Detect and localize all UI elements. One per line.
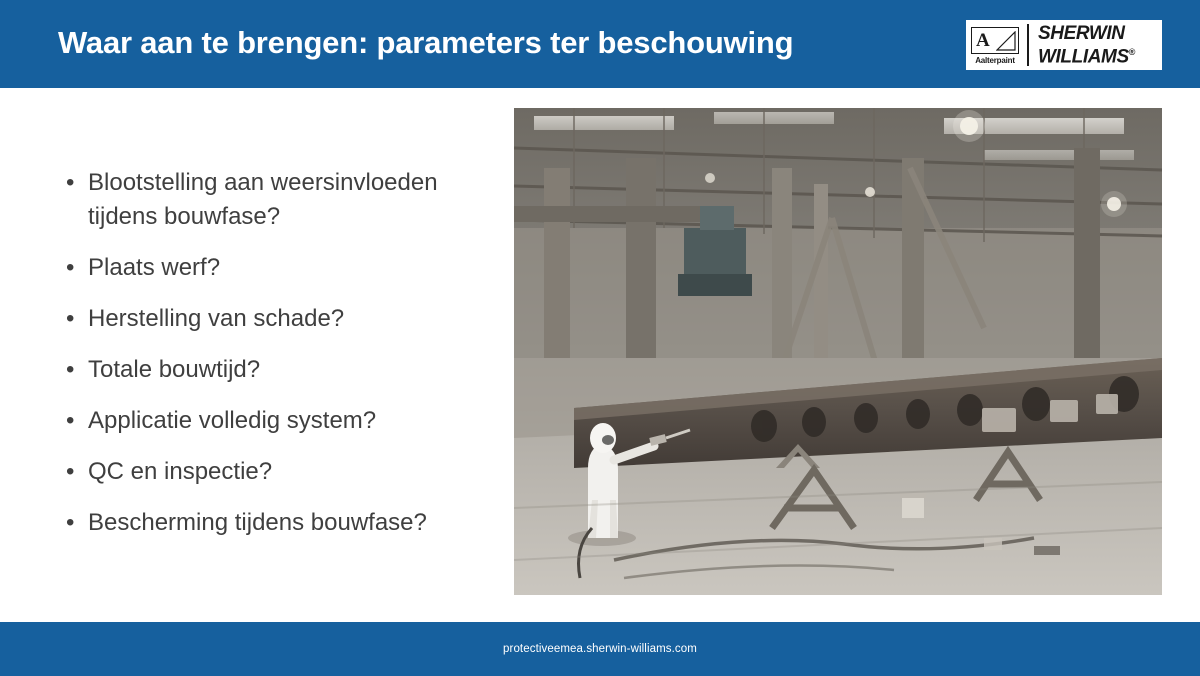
bullet-marker-icon: • [66, 305, 75, 332]
bullet-marker-icon: • [66, 458, 75, 485]
bullet-marker-icon: • [66, 509, 75, 536]
bullet-marker-icon: • [66, 356, 75, 383]
logo-wordmark [1032, 20, 1162, 70]
list-item [58, 455, 488, 489]
bullet-list [58, 166, 488, 557]
list-item [58, 302, 488, 336]
list-item [58, 404, 488, 438]
list-item [58, 353, 488, 387]
list-item-label: Bescherming tijdens bouwfase? [88, 509, 427, 536]
list-item [58, 251, 488, 285]
logo-line-2 [1038, 43, 1162, 66]
list-item-label: Applicatie volledig system? [88, 407, 377, 434]
logo-line-1: SHERWIN [1038, 22, 1125, 44]
list-item-label: Herstelling van schade? [88, 305, 345, 332]
list-item [58, 166, 488, 234]
footer-url: protectiveemea.sherwin-williams.com [503, 643, 697, 655]
aalterpaint-logo-mark [966, 20, 1024, 70]
bullet-marker-icon: • [66, 169, 75, 196]
logo-divider [1027, 24, 1029, 66]
logo-line-2-text: WILLIAMS [1038, 46, 1129, 68]
list-item-label: Blootstelling aan weersinvloeden tijdens bouwfase? [88, 169, 438, 230]
aalterpaint-letter: A [976, 30, 990, 51]
workshop-photo [514, 108, 1162, 595]
aalterpaint-label: Aalterpaint [975, 56, 1015, 65]
sherwin-williams-logo [966, 20, 1162, 70]
bullet-marker-icon: • [66, 254, 75, 281]
list-item-label: QC en inspectie? [88, 458, 273, 485]
slide-header [0, 0, 1200, 88]
bullet-marker-icon: • [66, 407, 75, 434]
swoosh-icon [996, 31, 1016, 51]
slide-footer [0, 622, 1200, 676]
list-item [58, 506, 488, 540]
registered-mark: ® [1128, 46, 1135, 57]
list-item-label: Totale bouwtijd? [88, 356, 261, 383]
list-item-label: Plaats werf? [88, 254, 221, 281]
aalterpaint-logo-box [971, 27, 1019, 54]
page-title: Waar aan te brengen: parameters ter beschouwing [58, 25, 794, 60]
slide-body [0, 88, 1200, 622]
